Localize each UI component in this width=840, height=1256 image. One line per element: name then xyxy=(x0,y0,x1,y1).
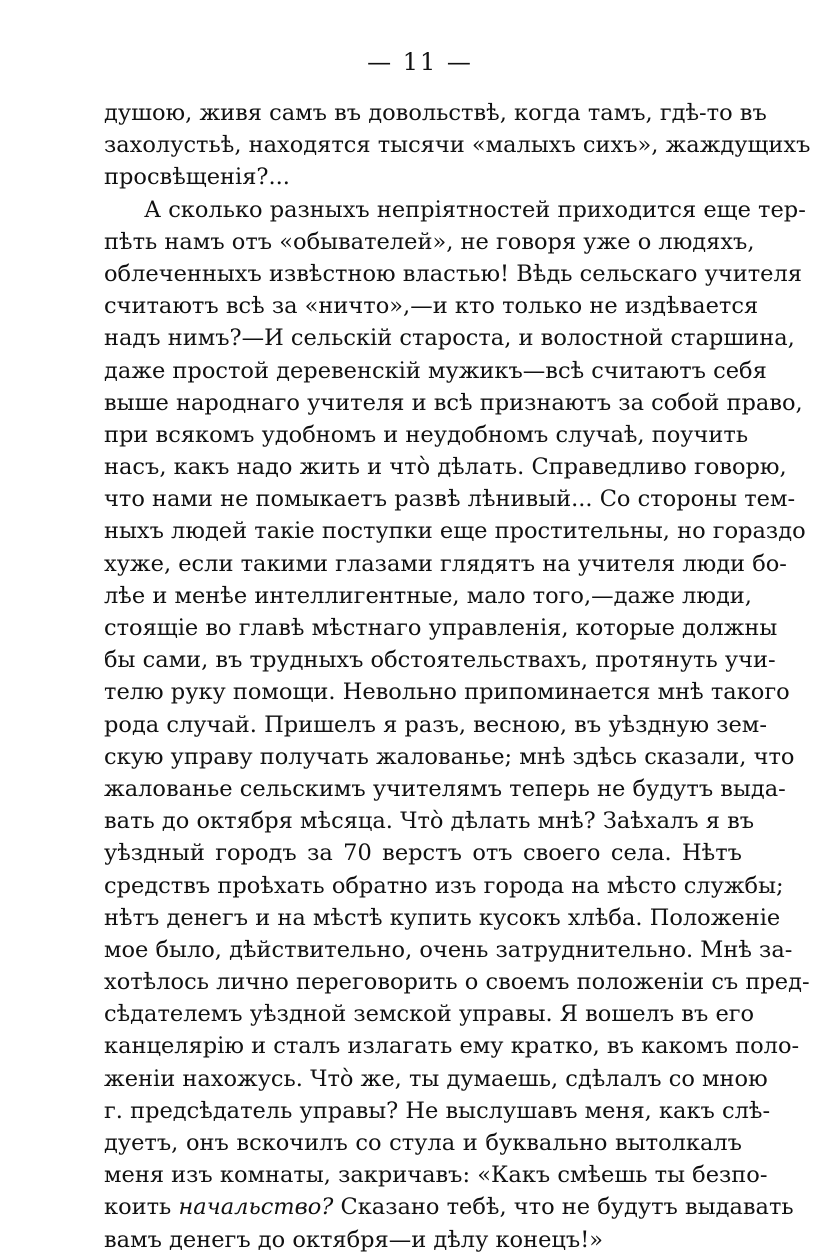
text-line: насъ, какъ надо жить и что̀ дѣлать. Справедливо говорю, xyxy=(104,454,787,481)
text-line: меня изъ комнаты, закричавъ: «Какъ смѣешь ты безпо- xyxy=(104,1162,768,1189)
text-line: женіи нахожусь. Что̀ же, ты думаешь, сдѣлалъ со мною xyxy=(104,1065,768,1092)
page-number: — 11 — xyxy=(367,48,473,76)
text-line: хуже, если такими глазами глядятъ на учителя люди бо- xyxy=(104,550,787,577)
text-line: сѣдателемъ уѣздной земской управы. Я вошелъ въ его xyxy=(104,1001,755,1028)
text-line: хотѣлось лично переговорить о своемъ положеніи съ пред- xyxy=(104,969,810,996)
text-line: уѣздный городъ за 70 верстъ отъ своего села. Нѣтъ xyxy=(104,840,742,867)
text-line: что нами не помыкаетъ развѣ лѣнивый... Со стороны тем- xyxy=(104,486,796,513)
text-line: надъ нимъ?—И сельскій староста, и волостной старшина, xyxy=(104,325,795,352)
text-line: пѣть намъ отъ «обывателей», не говоря уже о людяхъ, xyxy=(104,228,755,255)
text-line: лѣе и менѣе интеллигентные, мало того,—даже люди, xyxy=(104,582,752,609)
text-line: вать до октября мѣсяца. Что̀ дѣлать мнѣ? Заѣхалъ я въ xyxy=(104,808,755,835)
paragraph-end-line: вамъ денегъ до октября—и дѣлу конецъ!» xyxy=(104,1226,603,1253)
text-line: душою, живя самъ въ довольствѣ, когда тамъ, гдѣ-то въ xyxy=(104,100,767,126)
italic-word: начальство? xyxy=(178,1194,334,1221)
text-line: просвѣщенія?... xyxy=(104,164,290,191)
text-line: мое было, дѣйствительно, очень затруднительно. Мнѣ за- xyxy=(104,936,793,963)
paragraph-start-line: А сколько разныхъ непріятностей приходится еще тер- xyxy=(144,196,806,223)
text-line: выше народнаго учителя и всѣ признаютъ за собой право, xyxy=(104,389,803,416)
text-line: ныхъ людей такіе поступки еще простительны, но гораздо xyxy=(104,518,806,545)
text-line: бы сами, въ трудныхъ обстоятельствахъ, протянуть учи- xyxy=(104,647,776,674)
text-line: дуетъ, онъ вскочилъ со стула и буквально вытолкалъ xyxy=(104,1130,742,1156)
text-line: стоящіе во главѣ мѣстнаго управленія, которые должны xyxy=(104,615,778,641)
text-line: при всякомъ удобномъ и неудобномъ случаѣ, поучить xyxy=(104,421,749,448)
text-line: средствъ проѣхать обратно изъ города на мѣсто службы; xyxy=(104,872,784,899)
text-line: жалованье сельскимъ учителямъ теперь не будутъ выда- xyxy=(104,775,786,802)
text-line: облеченныхъ извѣстною властью! Вѣдь сельскаго учителя xyxy=(104,260,802,287)
text-line-with-italic xyxy=(104,1191,794,1223)
text-line: считаютъ всѣ за «ничто»,—и кто только не издѣвается xyxy=(104,293,759,320)
text-line: рода случай. Пришелъ я разъ, весною, въ уѣздную зем- xyxy=(104,711,767,738)
line-segment: Сказано тебѣ, что не будутъ выдавать xyxy=(333,1194,794,1221)
text-line: канцелярію и сталъ излагать ему кратко, въ какомъ поло- xyxy=(104,1033,800,1060)
text-line: нѣтъ денегъ и на мѣстѣ купить кусокъ хлѣба. Положеніе xyxy=(104,904,781,931)
text-line: скую управу получать жалованье; мнѣ здѣсь сказали, что xyxy=(104,743,795,770)
body-text xyxy=(104,97,811,1256)
text-line: даже простой деревенскій мужикъ—всѣ считаютъ себя xyxy=(104,357,767,384)
text-line: г. предсѣдатель управы? Не выслушавъ меня, какъ слѣ- xyxy=(104,1097,771,1124)
line-segment: коить xyxy=(104,1194,179,1221)
text-line: захолустьѣ, находятся тысячи «малыхъ сихъ», жаждущихъ xyxy=(104,132,811,159)
text-line: телю руку помощи. Невольно припоминается мнѣ такого xyxy=(104,679,790,706)
